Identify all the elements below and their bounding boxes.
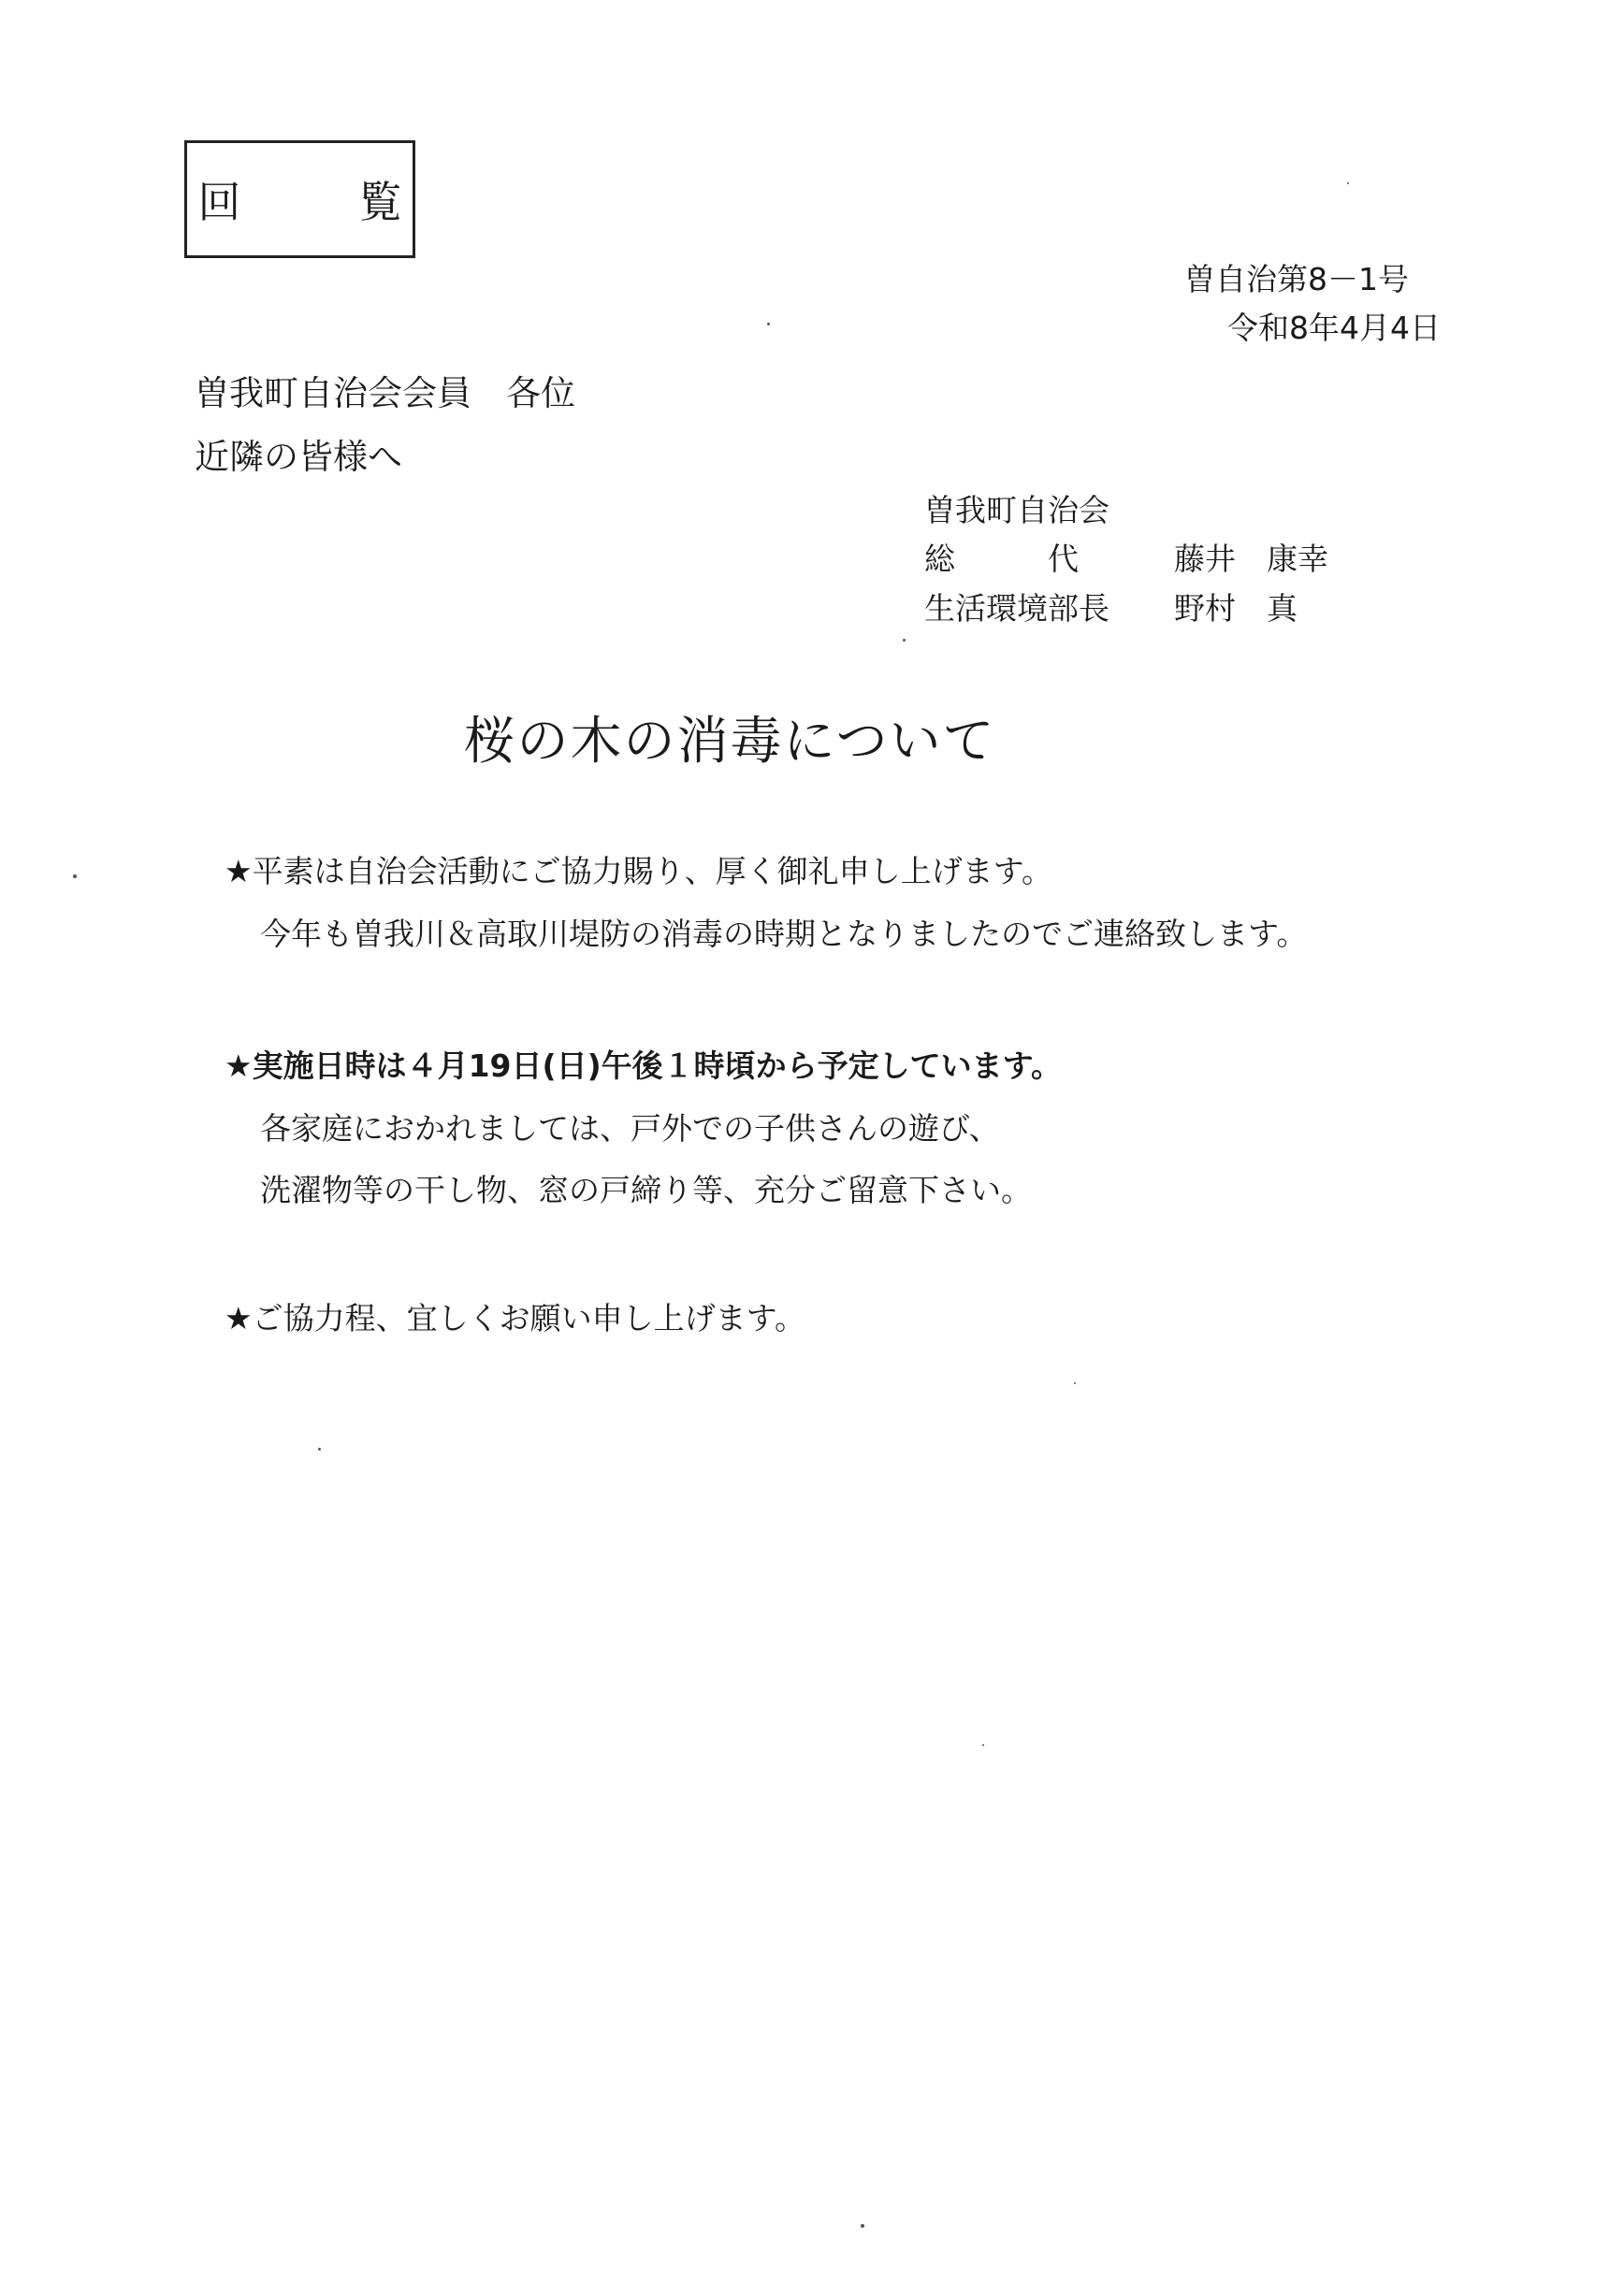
document-date: 令和8年4月4日 <box>1227 310 1441 346</box>
paragraph-3-line-1: ★ご協力程、宜しくお願い申し上げます。 <box>225 1300 805 1336</box>
sender-title-2: 生活環境部長 <box>924 590 1109 627</box>
scan-speck <box>73 874 77 878</box>
scan-speck <box>982 1744 984 1746</box>
paragraph-2-line-2: 各家庭におかれましては、戸外での子供さんの遊び、 <box>260 1110 1000 1147</box>
scan-speck <box>1074 1382 1076 1384</box>
document-number: 曽自治第8－1号 <box>1184 261 1409 297</box>
sender-title-1: 総 代 <box>924 541 1079 577</box>
scan-speck <box>318 1448 321 1451</box>
circulation-label: 回 覧 <box>197 177 440 227</box>
circulation-stamp-box <box>184 140 440 258</box>
scan-speck <box>861 2224 864 2228</box>
sender-name-1: 藤井 康幸 <box>1174 541 1328 577</box>
notice-title: 桜の木の消毒について <box>463 711 996 771</box>
scan-speck <box>1347 182 1349 184</box>
paragraph-2-line-1: ★実施日時は４月19日(日)午後１時頃から予定しています。 <box>225 1047 1063 1084</box>
paragraph-1-line-2: 今年も曽我川＆高取川堤防の消毒の時期となりましたのでご連絡致します。 <box>260 916 1308 952</box>
paragraph-1-line-1: ★平素は自治会活動にご協力賜り、厚く御礼申し上げます。 <box>225 853 1052 889</box>
paragraph-2-line-3: 洗濯物等の干し物、窓の戸締り等、充分ご留意下さい。 <box>260 1172 1032 1208</box>
scan-speck <box>767 323 770 325</box>
addressee-line-2: 近隣の皆様へ <box>195 437 402 477</box>
sender-name-2: 野村 真 <box>1174 590 1298 627</box>
scan-speck <box>903 639 906 642</box>
sender-organization: 曽我町自治会 <box>924 492 1109 528</box>
addressee-line-1: 曽我町自治会会員 各位 <box>195 373 575 413</box>
